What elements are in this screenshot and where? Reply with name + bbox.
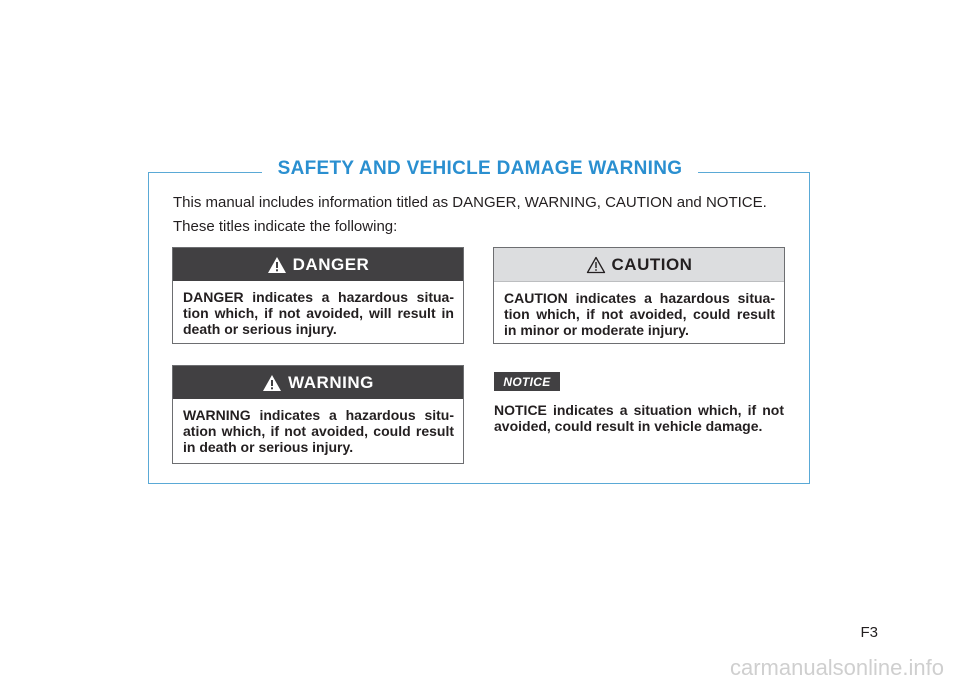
intro-line-2: These titles indicate the following: [173, 218, 398, 235]
warning-triangle-outline-icon [586, 256, 606, 274]
warning-triangle-icon [262, 374, 282, 392]
danger-title: DANGER [292, 254, 370, 274]
danger-text: DANGER indicates a hazardous situa-tion which, if not avoided, will result in death or serious injury. [183, 289, 454, 337]
notice-badge: NOTICE [494, 372, 560, 391]
page-number: F3 [860, 624, 878, 641]
warning-title: WARNING [288, 372, 374, 392]
warning-box [172, 365, 464, 464]
caution-text: CAUTION indicates a hazardous situa-tion which, if not avoided, could result in minor or moderate injury. [504, 290, 775, 338]
danger-box [172, 247, 464, 344]
section-title: SAFETY AND VEHICLE DAMAGE WARNING [262, 158, 699, 180]
intro-text [173, 191, 793, 239]
watermark: carmanualsonline.info [729, 655, 944, 680]
caution-box [493, 247, 785, 344]
warning-header [173, 366, 463, 399]
caution-header [494, 248, 784, 282]
caution-title: CAUTION [611, 254, 693, 274]
danger-header [173, 248, 463, 281]
notice-text: NOTICE indicates a situation which, if not avoided, could result in vehicle damage. [494, 402, 784, 434]
warning-text: WARNING indicates a hazardous situ-ation which, if not avoided, could result in death or serious injury. [183, 407, 454, 455]
warning-triangle-icon [267, 256, 287, 274]
intro-line-1: This manual includes information titled as DANGER, WARNING, CAUTION and NOTICE. [173, 194, 767, 211]
